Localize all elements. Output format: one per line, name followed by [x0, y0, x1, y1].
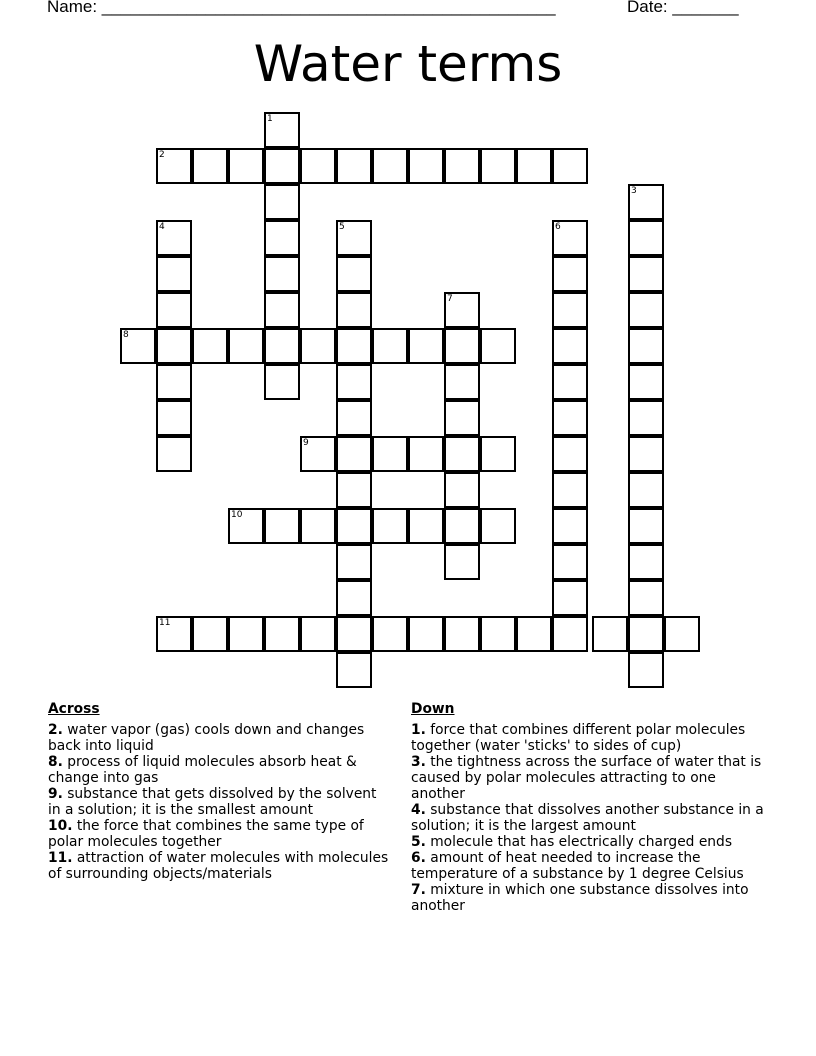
crossword-cell[interactable] — [228, 148, 264, 184]
crossword-cell[interactable] — [628, 508, 664, 544]
crossword-cell[interactable] — [336, 580, 372, 616]
clue-num: 4. — [411, 802, 426, 818]
crossword-cell[interactable] — [156, 292, 192, 328]
clue-num: 2. — [48, 722, 63, 738]
clue-num: 8. — [48, 754, 63, 770]
crossword-cell[interactable] — [628, 544, 664, 580]
page-title: Water terms — [253, 35, 563, 93]
crossword-cell[interactable] — [228, 508, 264, 544]
clue-text: water vapor (gas) cools down and changes back into liquid — [48, 722, 365, 754]
crossword-cell[interactable] — [552, 256, 588, 292]
crossword-cell[interactable] — [628, 364, 664, 400]
clue-text: molecule that has electrically charged ends — [430, 834, 733, 850]
down-heading: Down — [411, 701, 455, 717]
clue-number: 8 — [123, 330, 129, 340]
clue-number: 4 — [159, 222, 165, 232]
crossword-cell[interactable] — [444, 400, 480, 436]
crossword-cell[interactable] — [444, 292, 480, 328]
crossword-cell[interactable] — [264, 148, 300, 184]
crossword-cell[interactable] — [300, 436, 336, 472]
crossword-cell[interactable] — [300, 616, 336, 652]
crossword-cell[interactable] — [552, 220, 588, 256]
crossword-cell[interactable] — [372, 148, 408, 184]
crossword-cell[interactable] — [552, 436, 588, 472]
crossword-cell[interactable] — [264, 508, 300, 544]
crossword-cell[interactable] — [336, 544, 372, 580]
clue-num: 10. — [48, 818, 73, 834]
clue-text: substance that dissolves another substance in a solution; it is the largest amount — [411, 802, 764, 834]
crossword-cell[interactable] — [192, 328, 228, 364]
crossword-cell[interactable] — [336, 328, 372, 364]
crossword-cell[interactable] — [628, 400, 664, 436]
clue-text: the force that combines the same type of polar molecules together — [48, 818, 364, 850]
crossword-cell[interactable] — [228, 616, 264, 652]
crossword-cell[interactable] — [156, 148, 192, 184]
crossword-cell[interactable] — [264, 364, 300, 400]
across-heading: Across — [48, 701, 100, 717]
clue-num: 6. — [411, 850, 426, 866]
crossword-cell[interactable] — [480, 616, 516, 652]
crossword-cell[interactable] — [628, 652, 664, 688]
crossword-cell[interactable] — [628, 220, 664, 256]
crossword-cell[interactable] — [336, 292, 372, 328]
clue-text: attraction of water molecules with molecules of surrounding objects/materials — [48, 850, 389, 882]
crossword-cell[interactable] — [480, 148, 516, 184]
clue-text: amount of heat needed to increase the temperature of a substance by 1 degree Celsius — [411, 850, 744, 882]
crossword-cell[interactable] — [372, 616, 408, 652]
crossword-cell[interactable] — [336, 148, 372, 184]
crossword-cell[interactable] — [444, 328, 480, 364]
crossword-cell[interactable] — [664, 616, 700, 652]
crossword-cell[interactable] — [480, 328, 516, 364]
crossword-cell[interactable] — [552, 544, 588, 580]
crossword-cell[interactable] — [264, 292, 300, 328]
clue-number: 10 — [231, 510, 243, 520]
down-clue — [411, 882, 771, 914]
clue-num: 1. — [411, 722, 426, 738]
crossword-cell[interactable] — [444, 508, 480, 544]
crossword-cell[interactable] — [444, 544, 480, 580]
crossword-cell[interactable] — [628, 256, 664, 292]
crossword-cell[interactable] — [628, 184, 664, 220]
down-clue — [411, 802, 771, 834]
crossword-cell[interactable] — [628, 436, 664, 472]
crossword-cell[interactable] — [408, 148, 444, 184]
down-clue — [411, 834, 771, 850]
down-clue — [411, 754, 771, 802]
clue-num: 9. — [48, 786, 63, 802]
crossword-cell[interactable] — [120, 328, 156, 364]
clue-number: 7 — [447, 294, 453, 304]
crossword-cell[interactable] — [264, 184, 300, 220]
crossword-cell[interactable] — [264, 112, 300, 148]
crossword-cell[interactable] — [408, 616, 444, 652]
crossword-cell[interactable] — [444, 616, 480, 652]
crossword-cell[interactable] — [628, 328, 664, 364]
across-clue — [48, 754, 393, 786]
crossword-cell[interactable] — [552, 616, 588, 652]
crossword-cell[interactable] — [264, 616, 300, 652]
clue-text: the tightness across the surface of water that is caused by polar molecules attracting to one another — [411, 754, 762, 802]
down-clue — [411, 850, 771, 882]
crossword-cell[interactable] — [336, 256, 372, 292]
crossword-cell[interactable] — [480, 508, 516, 544]
crossword-cell[interactable] — [336, 220, 372, 256]
crossword-cell[interactable] — [552, 328, 588, 364]
date-field-label: Date: _______ — [627, 0, 739, 16]
across-clue — [48, 850, 393, 882]
crossword-cell[interactable] — [552, 292, 588, 328]
down-clue-list — [411, 722, 771, 914]
crossword-cell[interactable] — [552, 400, 588, 436]
crossword-cell[interactable] — [192, 148, 228, 184]
across-clue-list — [48, 722, 393, 882]
crossword-cell[interactable] — [228, 328, 264, 364]
crossword-cell[interactable] — [444, 436, 480, 472]
across-clue — [48, 786, 393, 818]
crossword-cell[interactable] — [156, 616, 192, 652]
clue-number: 6 — [555, 222, 561, 232]
crossword-cell[interactable] — [552, 508, 588, 544]
crossword-cell[interactable] — [628, 616, 664, 652]
across-clue — [48, 722, 393, 754]
crossword-cell[interactable] — [336, 400, 372, 436]
crossword-cell[interactable] — [552, 580, 588, 616]
crossword-cell[interactable] — [264, 256, 300, 292]
clue-number: 9 — [303, 438, 309, 448]
crossword-cell[interactable] — [408, 508, 444, 544]
down-clue — [411, 722, 771, 754]
clue-number: 3 — [631, 186, 637, 196]
crossword-cell[interactable] — [156, 436, 192, 472]
crossword-cell[interactable] — [516, 616, 552, 652]
crossword-cell[interactable] — [552, 364, 588, 400]
clue-num: 11. — [48, 850, 73, 866]
crossword-cell[interactable] — [336, 652, 372, 688]
crossword-cell[interactable] — [336, 436, 372, 472]
crossword-cell[interactable] — [628, 472, 664, 508]
crossword-cell[interactable] — [628, 580, 664, 616]
crossword-cell[interactable] — [592, 616, 628, 652]
crossword-cell[interactable] — [300, 328, 336, 364]
crossword-cell[interactable] — [516, 148, 552, 184]
crossword-cell[interactable] — [336, 616, 372, 652]
crossword-cell[interactable] — [156, 364, 192, 400]
crossword-cell[interactable] — [300, 508, 336, 544]
clue-text: mixture in which one substance dissolves into another — [411, 882, 749, 914]
crossword-cell[interactable] — [408, 436, 444, 472]
clue-number: 5 — [339, 222, 345, 232]
clue-number: 11 — [159, 618, 171, 628]
crossword-cell[interactable] — [444, 472, 480, 508]
crossword-cell[interactable] — [552, 472, 588, 508]
crossword-cell[interactable] — [408, 328, 444, 364]
crossword-cell[interactable] — [372, 328, 408, 364]
crossword-cell[interactable] — [192, 616, 228, 652]
crossword-cell[interactable] — [444, 364, 480, 400]
clue-num: 7. — [411, 882, 426, 898]
crossword-cell[interactable] — [628, 292, 664, 328]
crossword-cell[interactable] — [156, 328, 192, 364]
down-clues — [411, 701, 771, 914]
crossword-cell[interactable] — [372, 508, 408, 544]
crossword-cell[interactable] — [552, 148, 588, 184]
across-clues — [48, 701, 393, 882]
name-field-label: Name: ________________________________________________ — [47, 0, 556, 16]
crossword-cell[interactable] — [336, 364, 372, 400]
crossword-cell[interactable] — [156, 256, 192, 292]
crossword-cell[interactable] — [156, 220, 192, 256]
crossword-cell[interactable] — [300, 148, 336, 184]
clue-number: 1 — [267, 114, 273, 124]
header — [47, 0, 739, 17]
crossword-cell[interactable] — [264, 220, 300, 256]
crossword-cell[interactable] — [336, 508, 372, 544]
clue-text: force that combines different polar molecules together (water 'sticks' to sides of cup) — [411, 722, 746, 754]
clue-text: process of liquid molecules absorb heat & change into gas — [48, 754, 357, 786]
crossword-cell[interactable] — [156, 400, 192, 436]
clue-num: 5. — [411, 834, 426, 850]
across-clue — [48, 818, 393, 850]
crossword-cell[interactable] — [336, 472, 372, 508]
clue-text: substance that gets dissolved by the solvent in a solution; it is the smallest amount — [48, 786, 377, 818]
crossword-cell[interactable] — [444, 148, 480, 184]
crossword-cell[interactable] — [480, 436, 516, 472]
clue-num: 3. — [411, 754, 426, 770]
clue-number: 2 — [159, 150, 165, 160]
crossword-cell[interactable] — [372, 436, 408, 472]
crossword-cell[interactable] — [264, 328, 300, 364]
